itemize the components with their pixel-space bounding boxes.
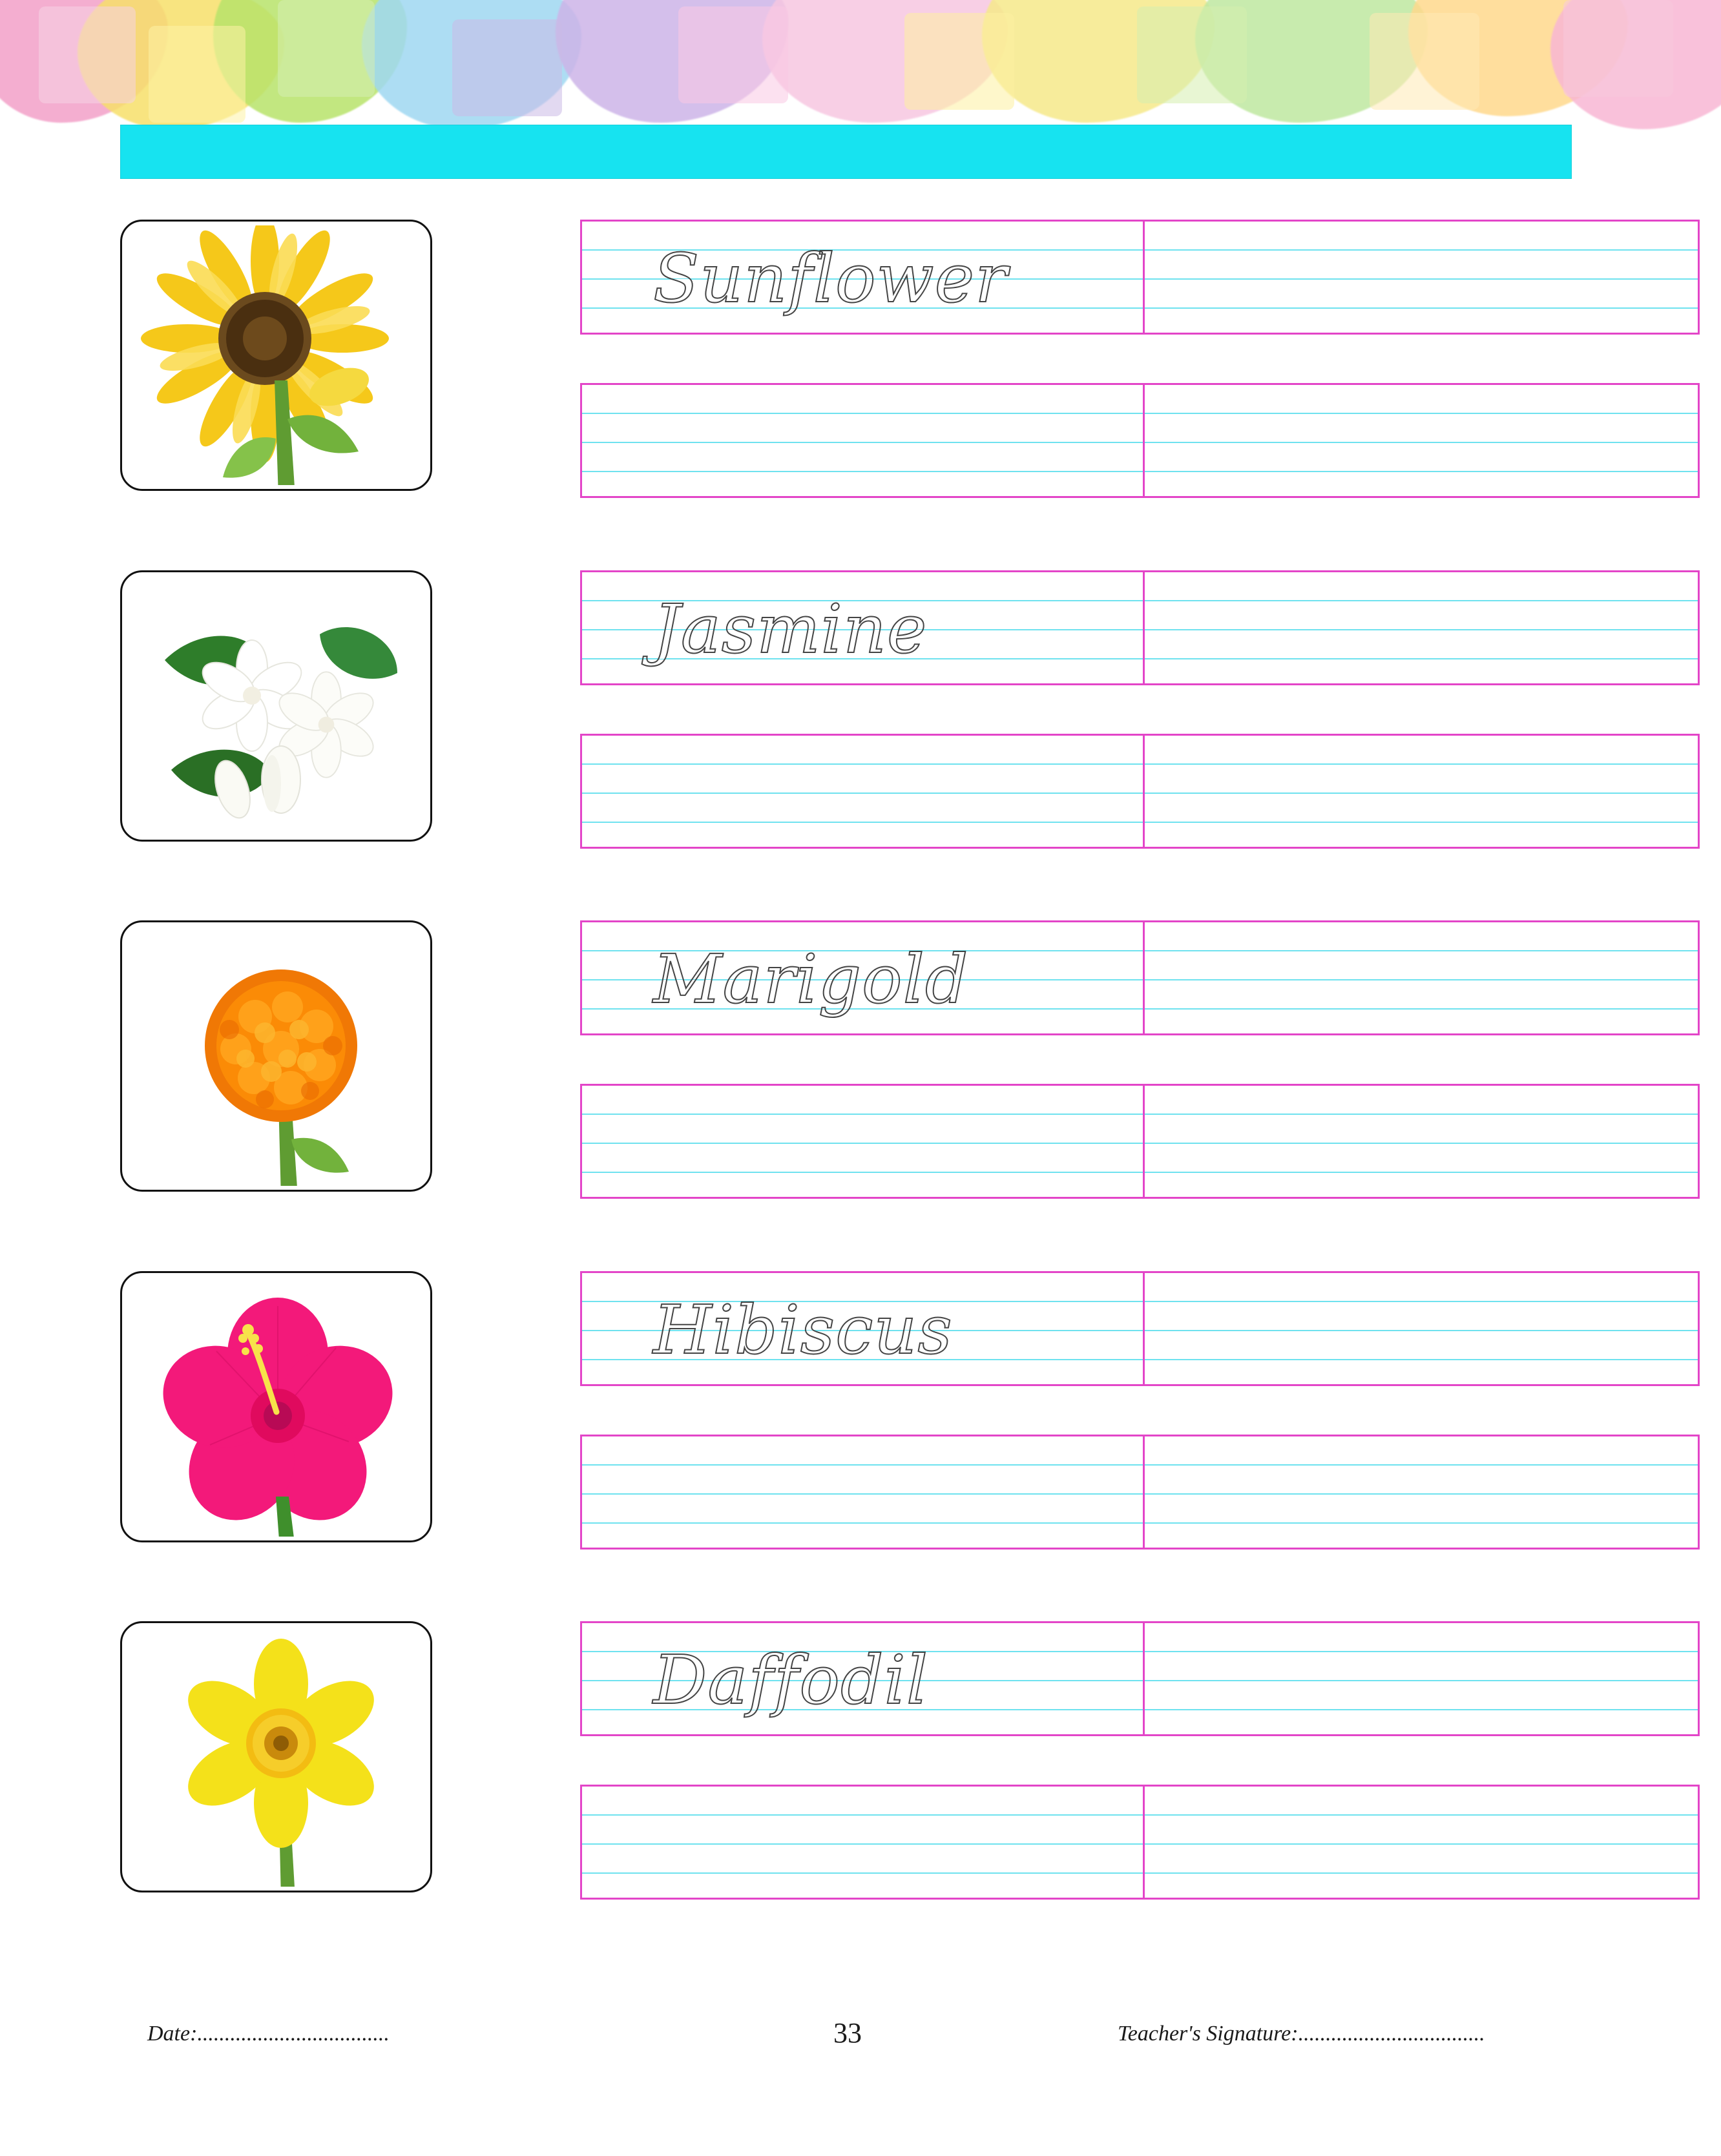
sunflower-photo — [126, 225, 426, 485]
photo-frame — [120, 1271, 432, 1542]
worksheet-row — [120, 570, 1570, 848]
vertical-divider — [1143, 1086, 1145, 1197]
decorative-splash — [0, 0, 1721, 213]
guide-line — [582, 1114, 1698, 1115]
worksheet-row — [120, 1271, 1570, 1549]
splash-blob — [1550, 0, 1721, 129]
page-footer — [0, 2015, 1721, 2073]
vertical-divider — [1143, 572, 1145, 683]
guide-line — [582, 442, 1698, 443]
writing-column — [580, 920, 1700, 1199]
traced-word — [653, 925, 1131, 1033]
guide-line — [582, 1172, 1698, 1173]
splash-blob — [982, 0, 1215, 123]
puzzle-piece — [452, 19, 562, 116]
date-field-label[interactable]: Date:................................... — [147, 2022, 390, 2046]
vertical-divider — [1143, 1623, 1145, 1734]
worksheet-row — [120, 220, 1570, 497]
traced-word-text: Sunflower — [653, 239, 1008, 318]
splash-blob — [0, 0, 168, 123]
practice-block[interactable] — [580, 383, 1700, 498]
puzzle-piece — [1370, 13, 1479, 110]
puzzle-piece — [278, 0, 375, 97]
photo-frame — [120, 570, 432, 842]
traced-word-text: Jasmine — [653, 590, 928, 669]
tracing-block[interactable] — [580, 1621, 1700, 1736]
writing-column — [580, 570, 1700, 849]
guide-line — [582, 471, 1698, 472]
splash-blob — [1408, 0, 1628, 116]
vertical-divider — [1143, 1436, 1145, 1548]
puzzle-piece — [1563, 0, 1673, 97]
puzzle-piece — [1137, 6, 1247, 103]
worksheet-row — [120, 920, 1570, 1198]
puzzle-piece — [678, 6, 788, 103]
vertical-divider — [1143, 736, 1145, 847]
guide-line — [582, 1464, 1698, 1466]
splash-blob — [362, 0, 581, 129]
photo-frame — [120, 920, 432, 1192]
practice-block[interactable] — [580, 1785, 1700, 1900]
vertical-divider — [1143, 1787, 1145, 1898]
jasmine-photo — [126, 576, 426, 836]
worksheet-title-bar — [120, 125, 1572, 179]
splash-blob — [78, 0, 284, 129]
vertical-divider — [1143, 1273, 1145, 1384]
writing-column — [580, 220, 1700, 498]
guide-line — [582, 763, 1698, 765]
writing-column — [580, 1271, 1700, 1550]
vertical-divider — [1143, 922, 1145, 1033]
splash-blob — [556, 0, 788, 123]
vertical-divider — [1143, 385, 1145, 496]
traced-word — [653, 1626, 1131, 1734]
guide-line — [582, 1493, 1698, 1495]
traced-word-text: Hibiscus — [653, 1290, 953, 1369]
splash-blob — [1195, 0, 1428, 123]
traced-word — [653, 224, 1131, 333]
splash-blob — [213, 0, 407, 123]
marigold-photo — [126, 926, 426, 1186]
hibiscus-photo — [126, 1277, 426, 1537]
puzzle-piece — [39, 6, 136, 103]
traced-word — [653, 1276, 1131, 1384]
guide-line — [582, 1143, 1698, 1144]
tracing-block[interactable] — [580, 920, 1700, 1035]
practice-block[interactable] — [580, 1084, 1700, 1199]
splash-blob — [762, 0, 1008, 123]
daffodil-photo — [126, 1627, 426, 1887]
guide-line — [582, 413, 1698, 414]
vertical-divider — [1143, 222, 1145, 333]
guide-line — [582, 793, 1698, 794]
traced-word-text: Daffodil — [653, 1641, 929, 1719]
guide-line — [582, 1814, 1698, 1816]
guide-line — [582, 1843, 1698, 1845]
writing-column — [580, 1621, 1700, 1900]
teacher-signature-label[interactable]: Teacher's Signature:.................................. — [1118, 2022, 1485, 2046]
worksheet-row — [120, 1621, 1570, 1899]
page-number: 33 — [833, 2017, 862, 2049]
tracing-block[interactable] — [580, 220, 1700, 335]
guide-line — [582, 1522, 1698, 1524]
tracing-block[interactable] — [580, 570, 1700, 685]
practice-block[interactable] — [580, 734, 1700, 849]
tracing-block[interactable] — [580, 1271, 1700, 1386]
puzzle-piece — [149, 26, 245, 123]
guide-line — [582, 822, 1698, 823]
traced-word — [653, 575, 1131, 683]
guide-line — [582, 1872, 1698, 1874]
photo-frame — [120, 1621, 432, 1892]
practice-block[interactable] — [580, 1435, 1700, 1550]
puzzle-piece — [904, 13, 1014, 110]
photo-frame — [120, 220, 432, 491]
traced-word-text: Marigold — [653, 940, 969, 1019]
